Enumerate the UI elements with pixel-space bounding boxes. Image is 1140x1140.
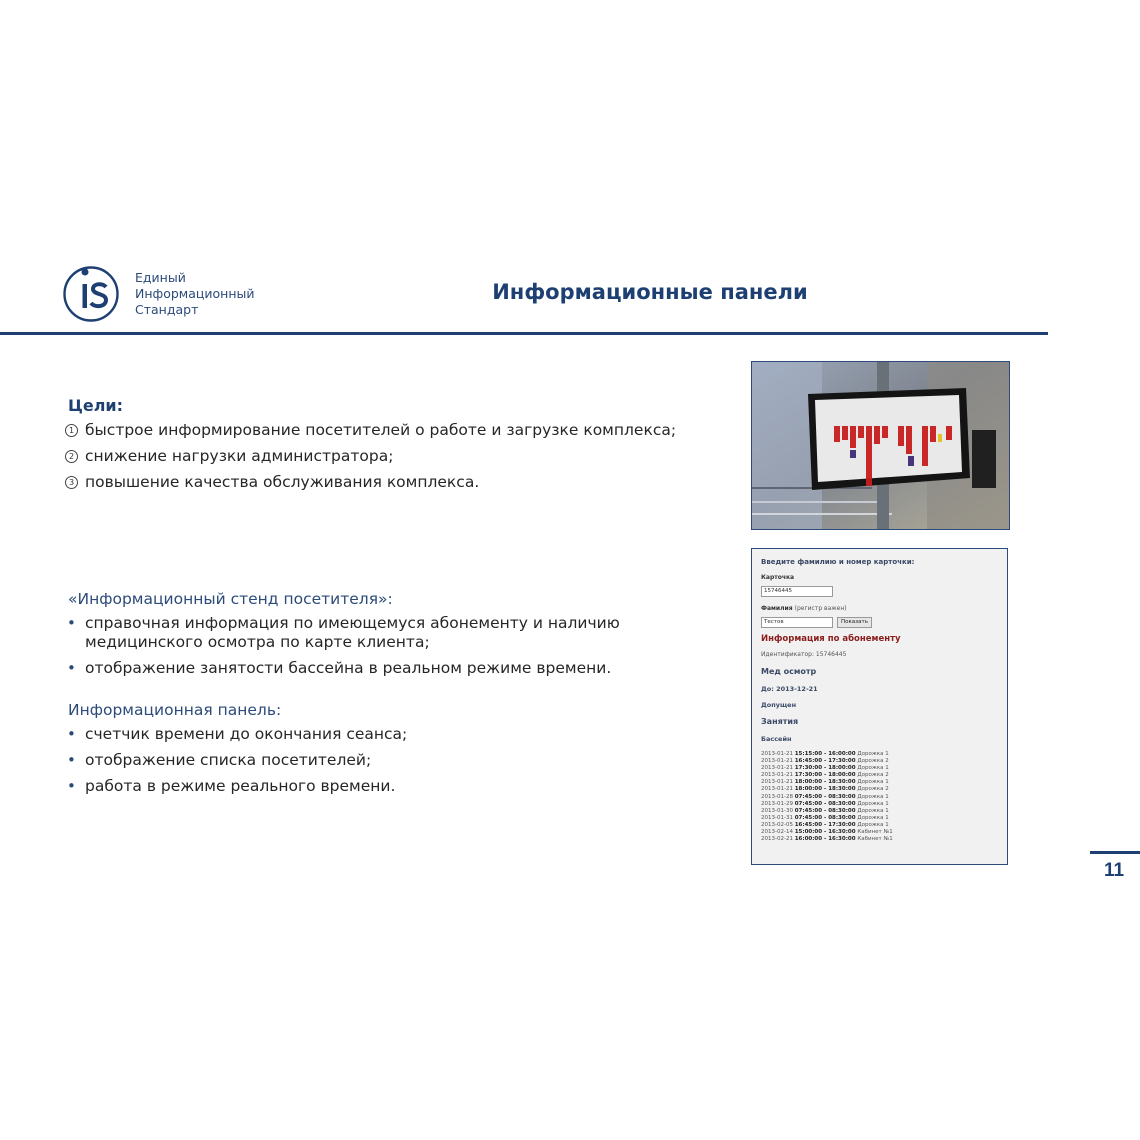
schedule-time: 16:45:00 - 17:30:00 xyxy=(794,821,856,828)
monitor-photo-illustration xyxy=(752,362,1009,529)
schedule-date: 2013-01-31 xyxy=(761,814,793,821)
bullet-icon: • xyxy=(67,725,76,743)
schedule-row xyxy=(761,822,999,829)
info-panel-heading: Информационная панель: xyxy=(68,701,282,719)
bullet-item xyxy=(64,725,684,744)
goal-text: быстрое информирование посетителей о работе и загрузке комплекса; xyxy=(85,421,677,439)
header-divider xyxy=(0,332,1048,335)
bullet-icon: • xyxy=(67,777,76,795)
schedule-place: Дорожка 2 xyxy=(857,758,889,765)
schedule-date: 2013-01-21 xyxy=(761,786,793,793)
visitor-stand-heading: «Информационный стенд посетителя»: xyxy=(68,590,393,608)
is-logo-icon xyxy=(62,265,120,323)
bullet-text: отображение списка посетителей; xyxy=(85,751,372,769)
schedule-place: Дорожка 2 xyxy=(857,772,889,779)
schedule-time: 07:45:00 - 08:30:00 xyxy=(794,814,856,821)
schedule-time: 07:45:00 - 08:30:00 xyxy=(794,793,856,800)
logo-line-2: Информационный xyxy=(135,286,255,301)
bullet-item xyxy=(64,614,684,652)
bullet-icon: • xyxy=(67,751,76,769)
bullet-icon: • xyxy=(67,614,76,632)
page-number-divider xyxy=(1090,851,1140,854)
numbered-circle-icon: 2 xyxy=(65,450,78,463)
bullet-text: работа в режиме реального времени. xyxy=(85,777,396,795)
numbered-circle-icon: 1 xyxy=(65,424,78,437)
schedule-date: 2013-01-21 xyxy=(761,765,793,772)
info-panel-section xyxy=(64,701,684,803)
logo-line-1: Единый xyxy=(135,270,186,285)
schedule-time: 17:30:00 - 18:00:00 xyxy=(794,772,856,779)
schedule-time: 15:15:00 - 16:00:00 xyxy=(794,751,856,757)
form-prompt: Введите фамилию и номер карточки: xyxy=(761,558,915,566)
bullet-text: счетчик времени до окончания сеанса; xyxy=(85,725,408,743)
schedule-time: 07:45:00 - 08:30:00 xyxy=(794,807,856,814)
schedule-row xyxy=(761,751,999,758)
bullet-icon: • xyxy=(67,659,76,677)
card-label: Карточка xyxy=(761,574,795,581)
schedule-place: Дорожка 1 xyxy=(857,821,889,828)
slide-title: Информационные панели xyxy=(492,280,808,304)
schedule-time: 16:45:00 - 17:30:00 xyxy=(794,758,856,765)
goal-item xyxy=(64,421,684,440)
schedule-list xyxy=(761,751,999,843)
schedule-date: 2013-01-28 xyxy=(761,793,793,800)
schedule-place: Дорожка 1 xyxy=(857,793,889,800)
pool-label: Бассейн xyxy=(761,735,792,743)
goal-item xyxy=(64,473,684,492)
goal-item xyxy=(64,447,684,466)
show-button: Показать xyxy=(837,617,872,628)
schedule-row xyxy=(761,801,999,808)
bullet-text: отображение занятости бассейна в реальном режиме времени. xyxy=(85,659,612,677)
surname-row xyxy=(761,617,999,628)
schedule-place: Дорожка 1 xyxy=(857,751,889,757)
schedule-place: Дорожка 1 xyxy=(857,779,889,786)
schedule-date: 2013-01-21 xyxy=(761,751,793,757)
schedule-row xyxy=(761,808,999,815)
schedule-time: 17:30:00 - 18:00:00 xyxy=(794,765,856,772)
schedule-time: 15:00:00 - 16:30:00 xyxy=(794,829,856,836)
bullet-item xyxy=(64,751,684,770)
goals-heading: Цели: xyxy=(68,396,124,415)
schedule-row xyxy=(761,786,999,793)
logo-text xyxy=(135,270,255,318)
schedule-date: 2013-02-21 xyxy=(761,836,793,843)
schedule-row xyxy=(761,758,999,765)
schedule-place: Дорожка 1 xyxy=(857,814,889,821)
schedule-date: 2013-02-05 xyxy=(761,821,793,828)
page-number: 11 xyxy=(1103,860,1125,881)
schedule-time: 18:00:00 - 18:30:00 xyxy=(794,786,856,793)
schedule-row xyxy=(761,779,999,786)
bullet-item xyxy=(64,659,684,678)
schedule-date: 2013-01-29 xyxy=(761,800,793,807)
card-input: 15746445 xyxy=(761,586,833,597)
schedule-time: 16:00:00 - 16:30:00 xyxy=(794,836,856,843)
medical-status: Допущен xyxy=(761,701,797,709)
bullet-text: справочная информация по имеющемуся абонементу и наличию медицинского осмотра по карте клиента; xyxy=(85,614,620,651)
schedule-row xyxy=(761,765,999,772)
surname-label-text: Фамилия xyxy=(761,605,793,612)
numbered-circle-icon: 3 xyxy=(65,476,78,489)
goals-section xyxy=(64,396,684,499)
logo-line-3: Стандарт xyxy=(135,302,199,317)
schedule-place: Дорожка 1 xyxy=(857,765,889,772)
schedule-place: Дорожка 1 xyxy=(857,800,889,807)
schedule-row xyxy=(761,815,999,822)
goal-text: снижение нагрузки администратора; xyxy=(85,447,394,465)
schedule-row xyxy=(761,794,999,801)
medical-title: Мед осмотр xyxy=(761,667,817,676)
schedule-date: 2013-01-21 xyxy=(761,779,793,786)
schedule-time: 18:00:00 - 18:30:00 xyxy=(794,779,856,786)
surname-input: Тестов xyxy=(761,617,833,628)
info-panel-photo xyxy=(751,361,1010,530)
schedule-place: Дорожка 2 xyxy=(857,786,889,793)
web-form-screenshot xyxy=(751,548,1008,865)
schedule-date: 2013-02-14 xyxy=(761,829,793,836)
surname-label xyxy=(761,605,999,612)
identifier: Идентификатор: 15746445 xyxy=(761,651,847,658)
schedule-row xyxy=(761,836,999,843)
classes-title: Занятия xyxy=(761,717,799,726)
schedule-row xyxy=(761,829,999,836)
logo xyxy=(62,265,262,325)
schedule-date: 2013-01-21 xyxy=(761,772,793,779)
goal-text: повышение качества обслуживания комплекса. xyxy=(85,473,480,491)
schedule-place: Кабинет №1 xyxy=(857,836,893,843)
medical-until: До: 2013-12-21 xyxy=(761,685,818,693)
schedule-time: 07:45:00 - 08:30:00 xyxy=(794,800,856,807)
bullet-item xyxy=(64,777,684,796)
schedule-place: Кабинет №1 xyxy=(857,829,893,836)
subscription-title: Информация по абонементу xyxy=(761,634,901,644)
visitor-stand-section xyxy=(64,590,684,685)
schedule-date: 2013-01-30 xyxy=(761,807,793,814)
surname-hint: (регистр важен) xyxy=(794,605,847,612)
schedule-date: 2013-01-21 xyxy=(761,758,793,765)
schedule-row xyxy=(761,772,999,779)
schedule-place: Дорожка 1 xyxy=(857,807,889,814)
